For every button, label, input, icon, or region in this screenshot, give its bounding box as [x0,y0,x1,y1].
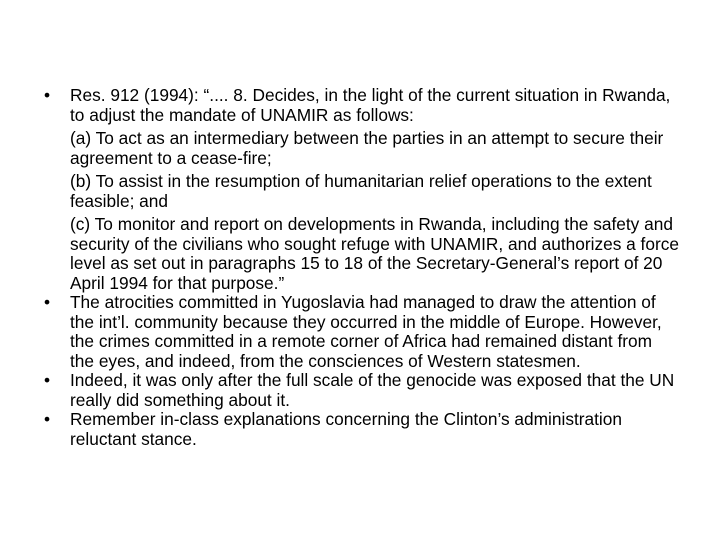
bullet-item-yugoslavia [40,293,680,371]
bullet-list [40,86,680,449]
bullet-item-clinton-stance [40,410,680,449]
sub-paragraph-a: (a) To act as an intermediary between the parties in an attempt to secure their agreement to a cease-fire; [70,128,664,168]
bullet-item-genocide-exposed [40,371,680,410]
bullet-dot-icon: • [43,85,51,105]
bullet-item-res-912 [40,86,680,293]
sub-paragraph-b: (b) To assist in the resumption of humanitarian relief operations to the extent feasible; and [70,171,652,211]
bullet-dot-icon: • [43,370,51,390]
bullet-text: Indeed, it was only after the full scale of the genocide was exposed that the UN really did something about it. [70,370,675,410]
bullet-dot-icon: • [43,409,51,429]
bullet-text: The atrocities committed in Yugoslavia had managed to draw the attention of the int’l. community because they occurred in the middle of Europe. However, the crimes committed in a remote corner of Africa had remained distant from the eyes, and indeed, from the consciences of Western statesmen. [70,292,662,371]
bullet-text: Remember in-class explanations concerning the Clinton’s administration reluctant stance. [70,409,622,449]
bullet-dot-icon: • [43,292,51,312]
bullet-text: Res. 912 (1994): “.... 8. Decides, in the light of the current situation in Rwanda, to adjust the mandate of UNAMIR as follows: [70,85,671,125]
sub-paragraph-c: (c) To monitor and report on developments in Rwanda, including the safety and security of the civilians who sought refuge with UNAMIR, and authorizes a force level as set out in paragraphs 15 to 18 of the Secretary-General’s report of 20 April 1994 for that purpose.” [70,214,679,293]
